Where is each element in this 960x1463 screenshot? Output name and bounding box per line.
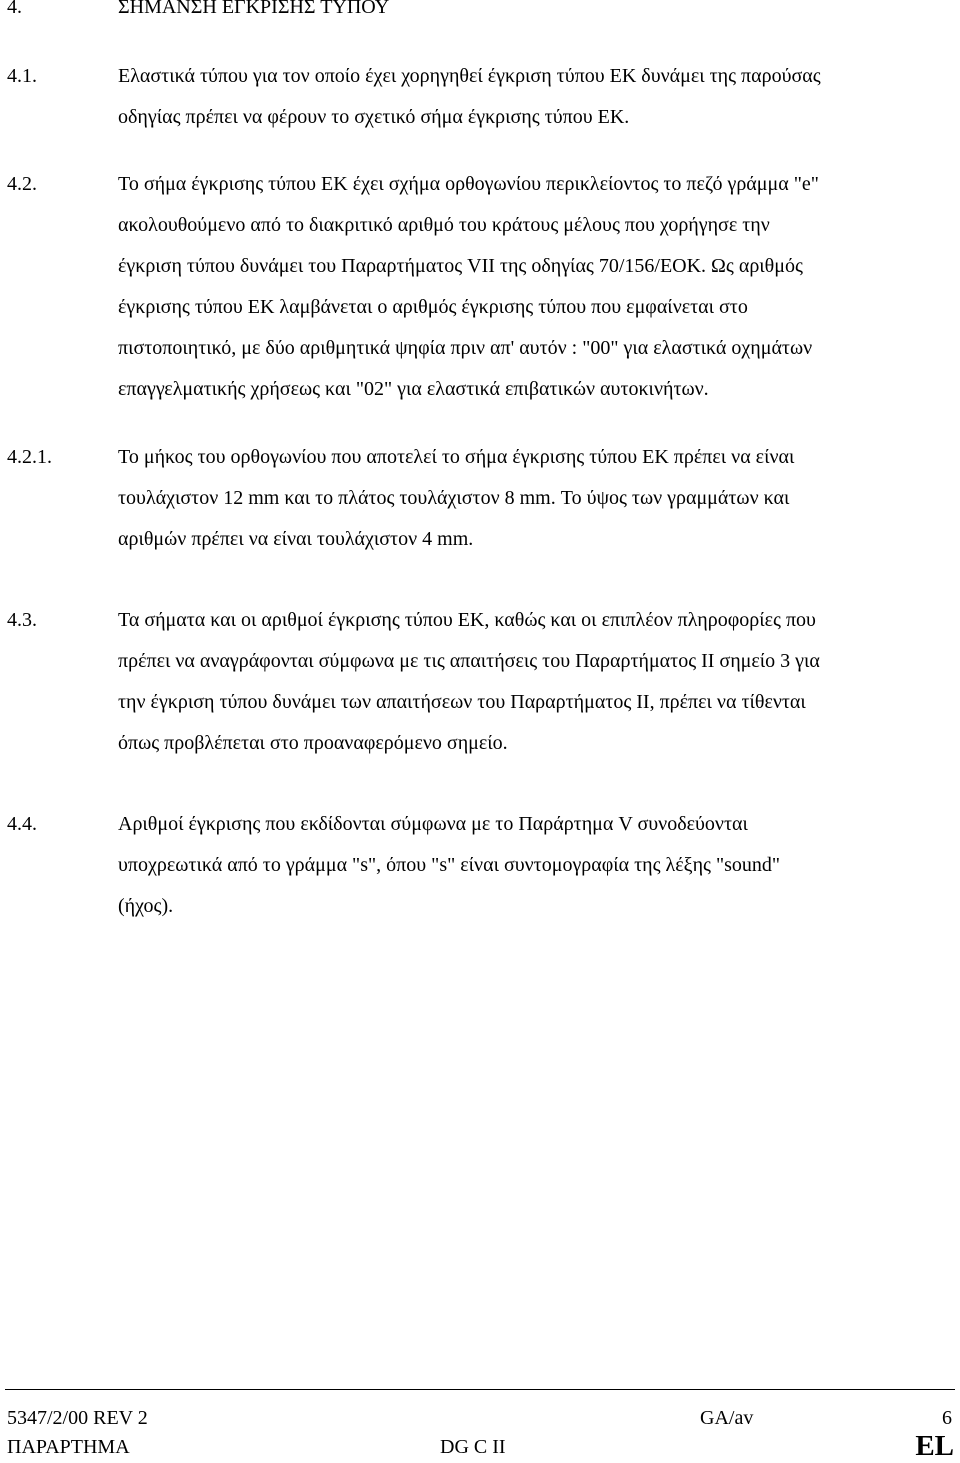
author-initials: GA/av xyxy=(700,1407,754,1429)
paragraph-number: 4.4. xyxy=(7,813,37,835)
directorate-label: DG C II xyxy=(440,1436,506,1458)
section-heading xyxy=(0,0,960,22)
page-number: 6 xyxy=(942,1407,952,1429)
footer-divider xyxy=(5,1389,955,1390)
paragraph-text xyxy=(118,600,950,764)
text-line: αριθμών πρέπει να είναι τουλάχιστον 4 mm. xyxy=(118,528,474,550)
paragraph-text xyxy=(118,437,950,560)
text-line: Τα σήματα και οι αριθμοί έγκρισης τύπου ΕΚ, καθώς και οι επιπλέον πληροφορίες που xyxy=(118,609,816,631)
text-line: έγκριση τύπου δυνάμει του Παραρτήματος VII της οδηγίας 70/156/ΕΟΚ. Ως αριθμός xyxy=(118,255,803,277)
text-line: τουλάχιστον 12 mm και το πλάτος τουλάχιστον 8 mm. Το ύψος των γραμμάτων και xyxy=(118,487,790,509)
text-line: Το σήμα έγκρισης τύπου ΕΚ έχει σχήμα ορθογωνίου περικλείοντος το πεζό γράμμα "e" xyxy=(118,173,819,195)
text-line: υποχρεωτικά από το γράμμα "s", όπου "s" είναι συντομογραφία της λέξης "sound" xyxy=(118,854,781,876)
paragraph-number: 4.3. xyxy=(7,609,37,631)
text-line: την έγκριση τύπου δυνάμει των απαιτήσεων του Παραρτήματος ΙΙ, πρέπει να τίθενται xyxy=(118,691,806,713)
page-footer xyxy=(0,1389,960,1462)
paragraph-text xyxy=(118,804,950,927)
text-line: (ήχος). xyxy=(118,895,174,917)
text-line: Ελαστικά τύπου για τον οποίο έχει χορηγηθεί έγκριση τύπου ΕΚ δυνάμει της παρούσας xyxy=(118,65,821,87)
paragraph-number: 4.1. xyxy=(7,65,37,87)
text-line: Αριθμοί έγκρισης που εκδίδονται σύμφωνα με το Παράρτημα V συνοδεύονται xyxy=(118,813,748,835)
document-reference: 5347/2/00 REV 2 xyxy=(7,1407,148,1429)
paragraph-number: 4.2.1. xyxy=(7,446,52,468)
text-line: επαγγελματικής χρήσεως και "02" για ελαστικά επιβατικών αυτοκινήτων. xyxy=(118,378,709,400)
paragraph-text xyxy=(118,164,950,410)
text-line: ακολουθούμενο από το διακριτικό αριθμό του κράτους μέλους που χορήγησε την xyxy=(118,214,770,236)
text-line: πιστοποιητικό, με δύο αριθμητικά ψηφία πριν απ' αυτόν : "00" για ελαστικά οχημάτων xyxy=(118,337,813,359)
text-line: οδηγίας πρέπει να φέρουν το σχετικό σήμα έγκρισης τύπου ΕΚ. xyxy=(118,106,630,128)
paragraph-number: 4.2. xyxy=(7,173,37,195)
text-line: έγκρισης τύπου ΕΚ λαμβάνεται ο αριθμός έγκρισης τύπου που εμφαίνεται στο xyxy=(118,296,748,318)
language-code: EL xyxy=(915,1430,954,1462)
heading-number: 4. xyxy=(7,0,22,18)
text-line: πρέπει να αναγράφονται σύμφωνα με τις απαιτήσεις του Παραρτήματος ΙΙ σημείο 3 για xyxy=(118,650,820,672)
paragraph-text xyxy=(118,56,950,138)
text-line: όπως προβλέπεται στο προαναφερόμενο σημείο. xyxy=(118,732,508,754)
text-line: Το μήκος του ορθογωνίου που αποτελεί το σήμα έγκρισης τύπου ΕΚ πρέπει να είναι xyxy=(118,446,795,468)
heading-title: ΣΗΜΑΝΣΗ ΕΓΚΡΙΣΗΣ ΤΥΠΟΥ xyxy=(118,0,390,18)
annex-label: ΠΑΡΑΡΤΗΜΑ xyxy=(7,1436,130,1458)
